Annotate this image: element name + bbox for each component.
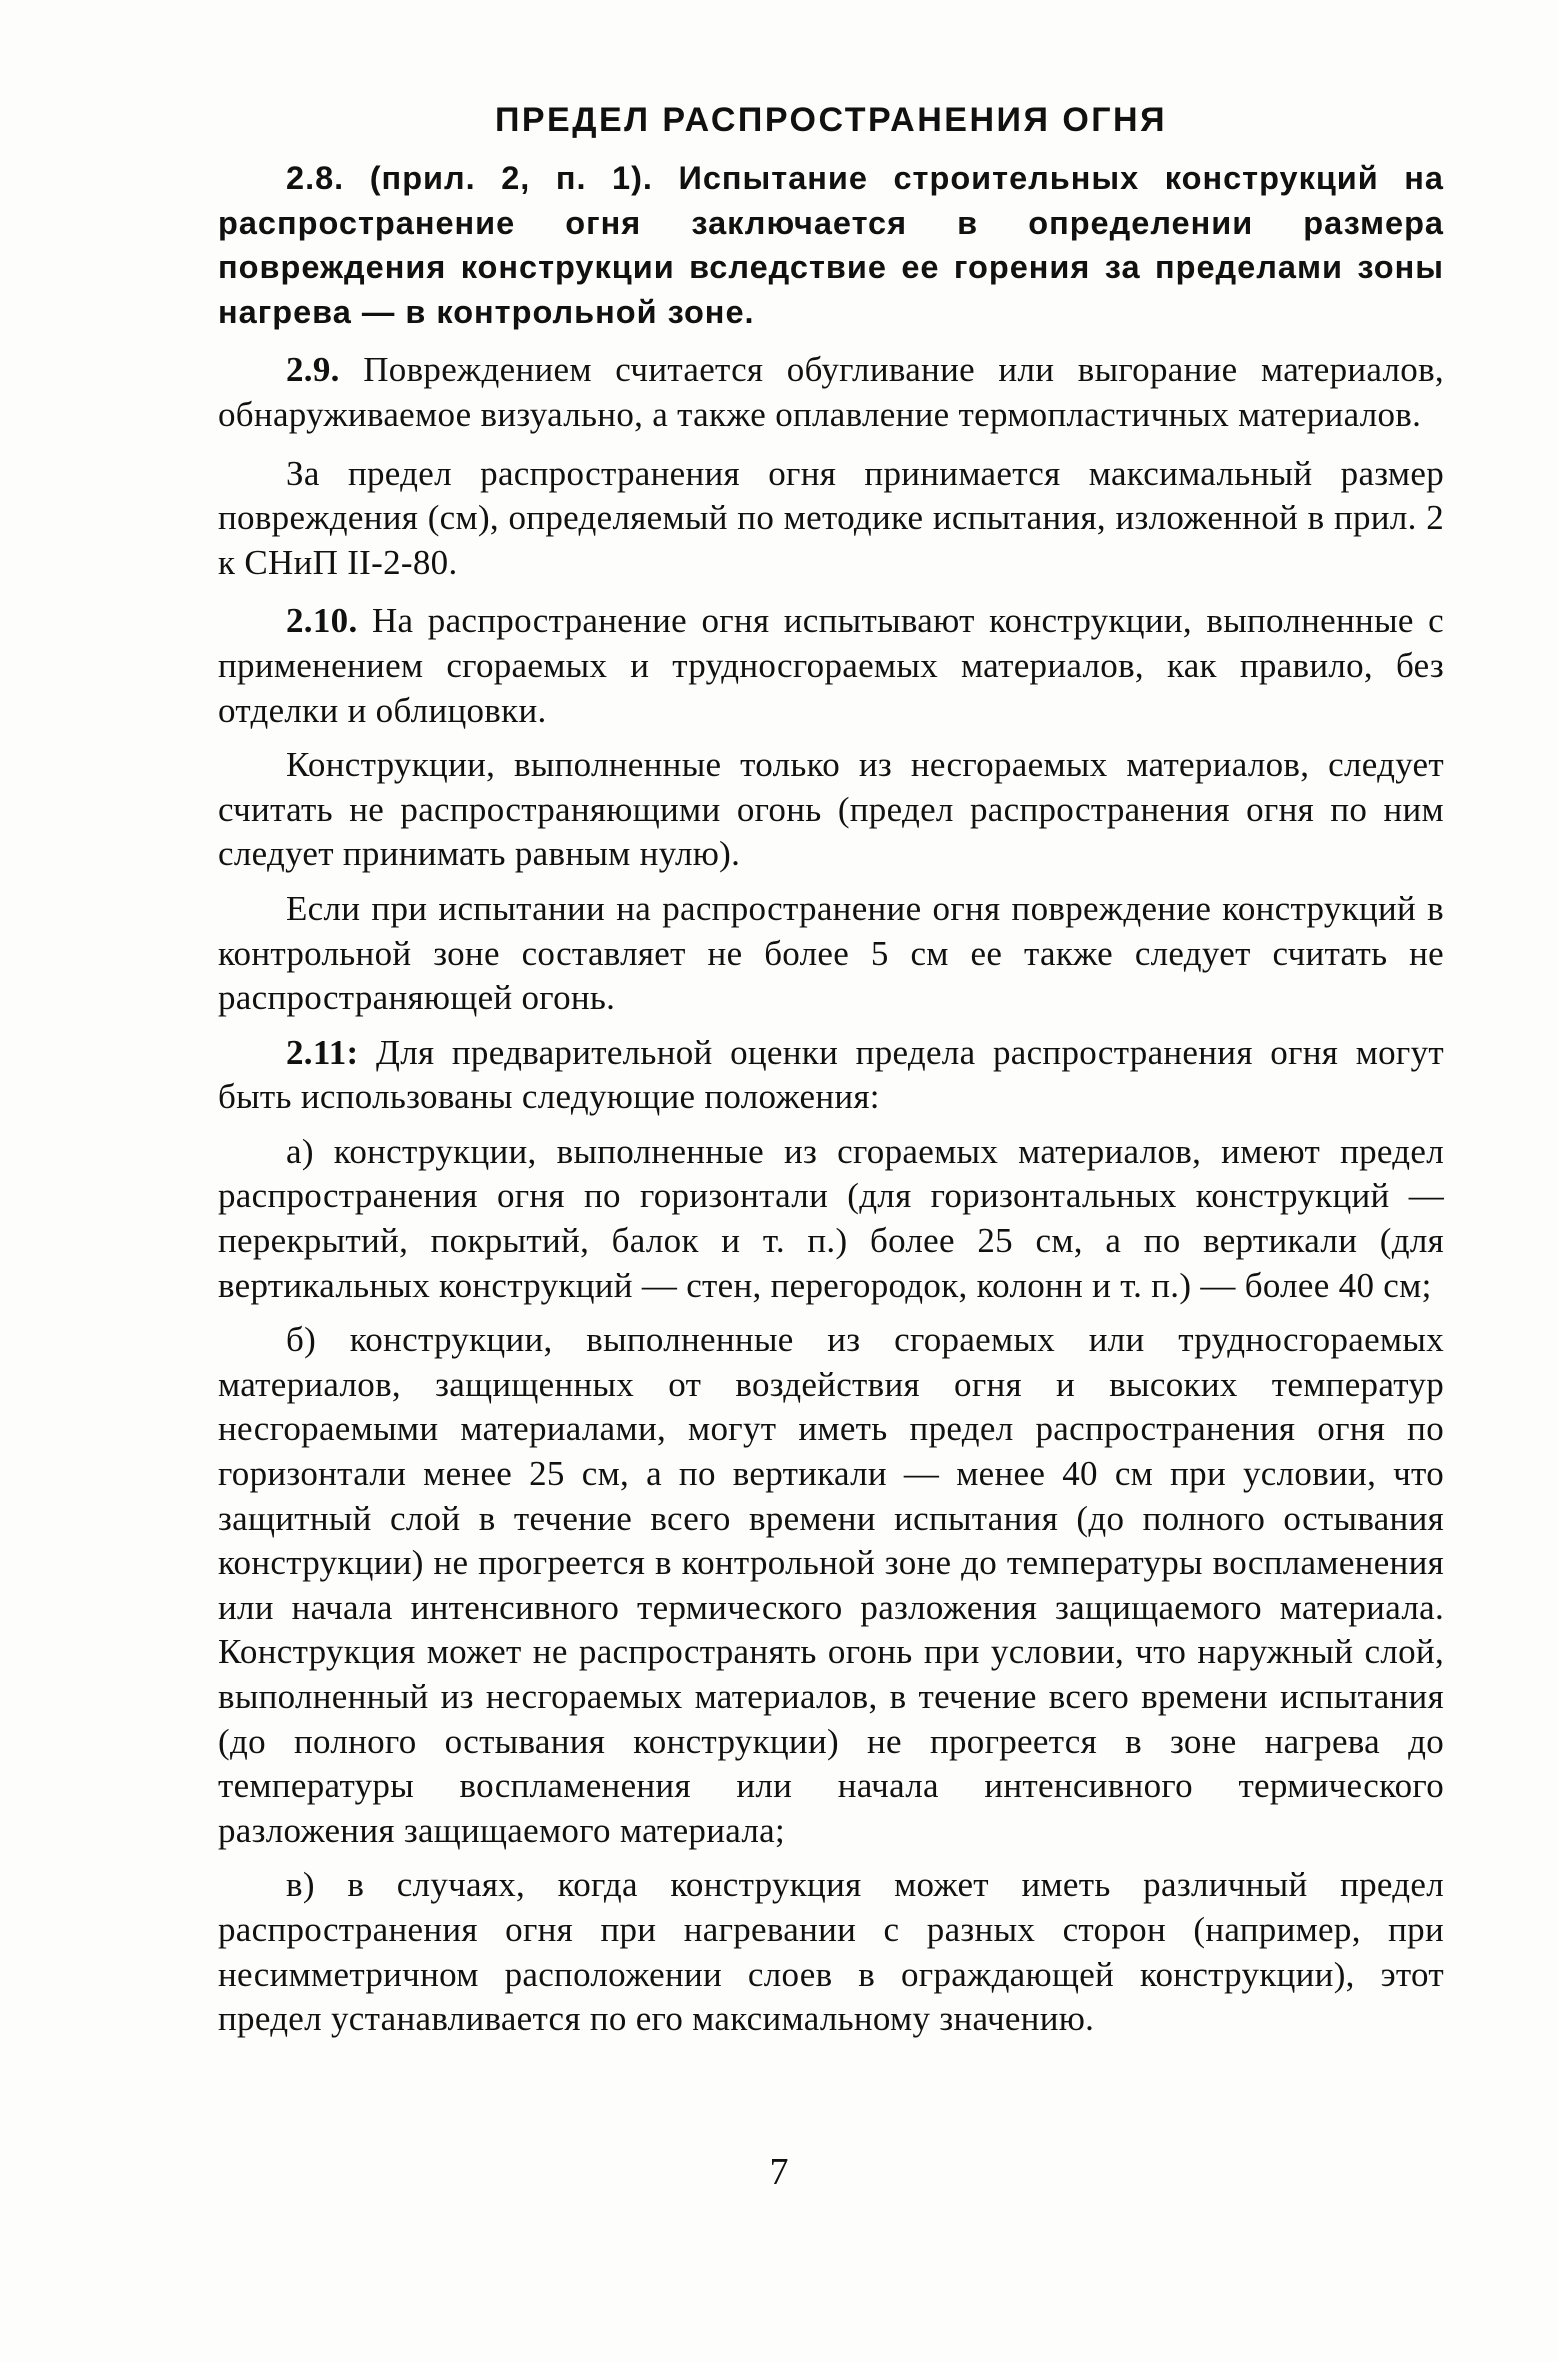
section-heading: ПРЕДЕЛ РАСПРОСТРАНЕНИЯ ОГНЯ	[494, 101, 1168, 139]
paragraph-2-10-noncombustible	[218, 743, 1444, 877]
paragraph-text: Для предварительной оценки предела распространения огня могут быть использованы следующие положения:	[218, 1032, 1444, 1117]
paragraph-text: а) конструкции, выполненные из сгораемых материалов, имеют предел распространения огня по горизонтали (для горизонтальных конструкций — перекрытий, покрытий, балок и т. п.) более 25 см, а по вертикали (для вертикальных конструкций — стен, перегородок, колонн и т. п.) — более 40 см;	[218, 1131, 1444, 1305]
list-item-b	[218, 1318, 1444, 1853]
paragraph-text: Повреждением считается обугливание или выгорание материалов, обнаруживаемое визуально, а также оплавление термопластичных материалов.	[218, 350, 1444, 434]
paragraph-text: (прил. 2, п. 1). Испытание строительных конструкций на распространение огня заключается в определении размера повреждения конструкции вследствие ее горения за пределами зоны нагрева — в контрольной зоне.	[218, 160, 1444, 330]
paragraph-2-10-control-zone	[218, 887, 1444, 1021]
paragraph-2-9	[218, 348, 1444, 437]
paragraph-2-11	[218, 1031, 1444, 1120]
paragraph-text: б) конструкции, выполненные из сгораемых или трудносгораемых материалов, защищенных от воздействия огня и высоких температур несгораемыми материалами, могут иметь предел распространения огня по горизонтали менее 25 см, а по вертикали — менее 40 см при условии, что защитный слой в течение всего времени испытания (до полного остывания конструкции) не прогреется в контрольной зоне до температуры воспламенения или начала интенсивного термического разложения защищаемого материала. Конструкция может не распространять огонь при условии, что наружный слой, выполненный из несгораемых материалов, в течение всего времени испытания (до полного остывания конструкции) не прогреется в зоне нагрева до температуры воспламенения или начала интенсивного термического разложения защищаемого материала;	[218, 1320, 1444, 1850]
paragraph-text: За предел распространения огня принимается максимальный размер повреждения (см), определяемый по методике испытания, изложенной в прил. 2 к СНиП II-2-80.	[218, 453, 1444, 582]
clause-number: 2.9.	[286, 350, 340, 390]
clause-number: 2.8.	[286, 160, 345, 196]
clause-number: 2.10.	[286, 601, 358, 641]
paragraph-text: На распространение огня испытывают конструкции, выполненные с применением сгораемых и трудносгораемых материалов, как правило, без отделки и облицовки.	[218, 601, 1444, 730]
paragraph-text: Конструкции, выполненные только из несгораемых материалов, следует считать не распространяющими огонь (предел распространения огня по ним следует принимать равным нулю).	[218, 745, 1444, 874]
paragraph-2-9-limit	[218, 452, 1444, 586]
page-content	[218, 98, 1444, 2052]
list-item-v	[218, 1863, 1444, 2041]
paragraph-text: Если при испытании на распространение огня повреждение конструкций в контрольной зоне составляет не более 5 см ее также следует считать не распространяющей огонь.	[218, 888, 1444, 1018]
list-item-a	[218, 1130, 1444, 1308]
paragraph-text: в) в случаях, когда конструкция может иметь различный предел распространения огня при нагревании с разных сторон (например, при несимметричном расположении слоев в ограждающей конструкции), этот предел устанавливается по его максимальному значению.	[218, 1865, 1444, 2039]
page-number: 7	[769, 2151, 789, 2193]
paragraph-2-10	[218, 599, 1444, 733]
clause-number: 2.11:	[286, 1032, 359, 1072]
paragraph-2-8	[218, 156, 1444, 334]
